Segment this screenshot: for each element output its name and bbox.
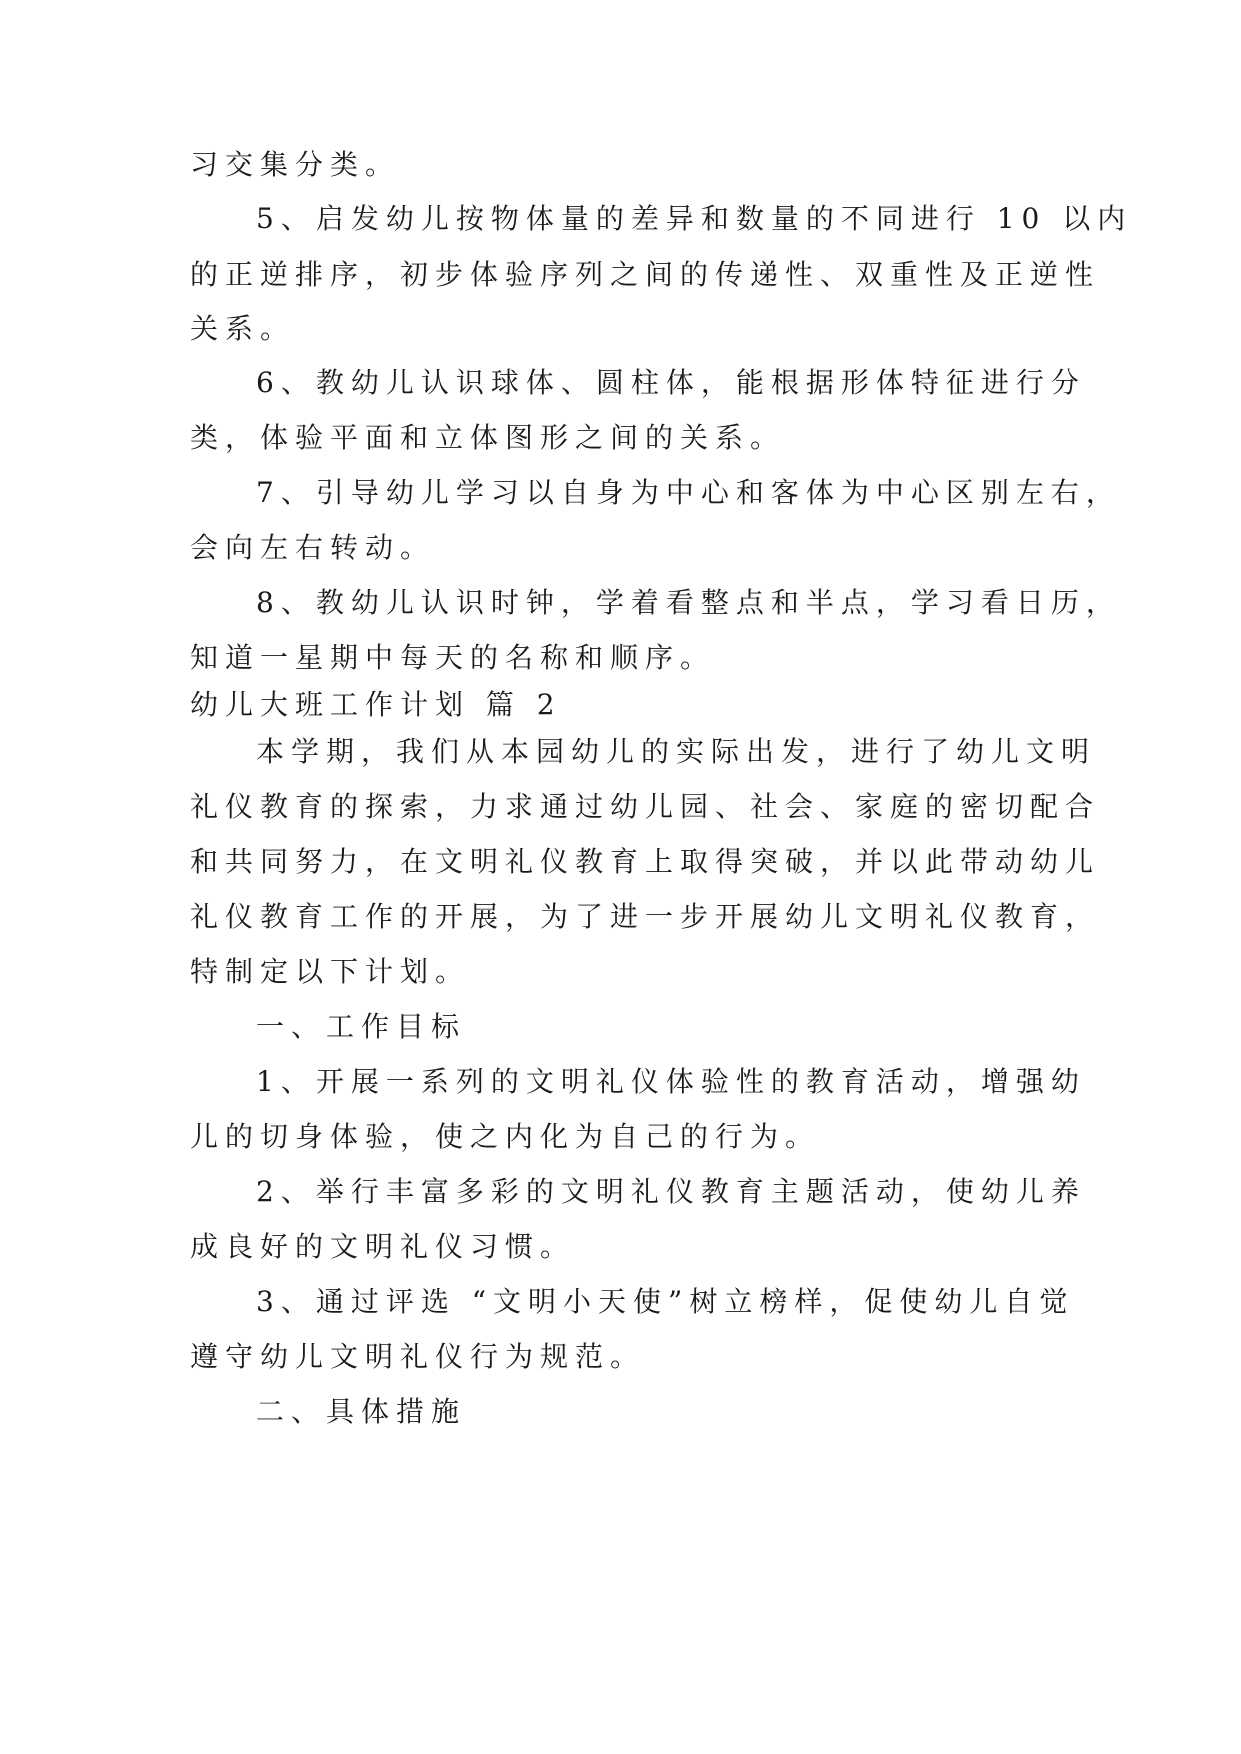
text-line: 礼仪教育工作的开展，为了进一步开展幼儿文明礼仪教育， bbox=[190, 900, 1101, 933]
document-page bbox=[190, 148, 1133, 1428]
text-line: 知道一星期中每天的名称和顺序。 bbox=[190, 641, 716, 674]
text-line: 儿的切身体验，使之内化为自己的行为。 bbox=[190, 1120, 821, 1153]
text-line: 1、开展一系列的文明礼仪体验性的教育活动，增强幼 bbox=[256, 1065, 1086, 1098]
text-line: 6、教幼儿认识球体、圆柱体，能根据形体特征进行分 bbox=[256, 366, 1086, 399]
text-line: 类，体验平面和立体图形之间的关系。 bbox=[190, 421, 786, 454]
text-line: 关系。 bbox=[190, 312, 296, 345]
text-line: 8、教幼儿认识时钟，学着看整点和半点，学习看日历， bbox=[256, 586, 1121, 619]
text-line: 礼仪教育的探索，力求通过幼儿园、社会、家庭的密切配合 bbox=[190, 790, 1101, 823]
text-line: 3、通过评选 “文明小天使”树立榜样，促使幼儿自觉 bbox=[256, 1285, 1075, 1318]
subsection-heading: 二、具体措施 bbox=[256, 1395, 467, 1428]
text-line: 特制定以下计划。 bbox=[190, 955, 471, 988]
section-heading: 幼儿大班工作计划 篇 2 bbox=[190, 688, 562, 721]
text-line: 会向左右转动。 bbox=[190, 531, 436, 564]
text-line: 遵守幼儿文明礼仪行为规范。 bbox=[190, 1340, 646, 1373]
text-line: 习交集分类。 bbox=[190, 148, 401, 181]
text-line: 7、引导幼儿学习以自身为中心和客体为中心区别左右， bbox=[256, 476, 1121, 509]
text-line: 本学期，我们从本园幼儿的实际出发，进行了幼儿文明 bbox=[256, 735, 1097, 768]
text-line: 和共同努力，在文明礼仪教育上取得突破，并以此带动幼儿 bbox=[190, 845, 1101, 878]
text-line: 的正逆排序，初步体验序列之间的传递性、双重性及正逆性 bbox=[190, 258, 1101, 291]
text-line: 成良好的文明礼仪习惯。 bbox=[190, 1230, 576, 1263]
text-line: 2、举行丰富多彩的文明礼仪教育主题活动，使幼儿养 bbox=[256, 1175, 1086, 1208]
text-line: 5、启发幼儿按物体量的差异和数量的不同进行 10 以内 bbox=[256, 202, 1133, 235]
subsection-heading: 一、工作目标 bbox=[256, 1010, 467, 1043]
